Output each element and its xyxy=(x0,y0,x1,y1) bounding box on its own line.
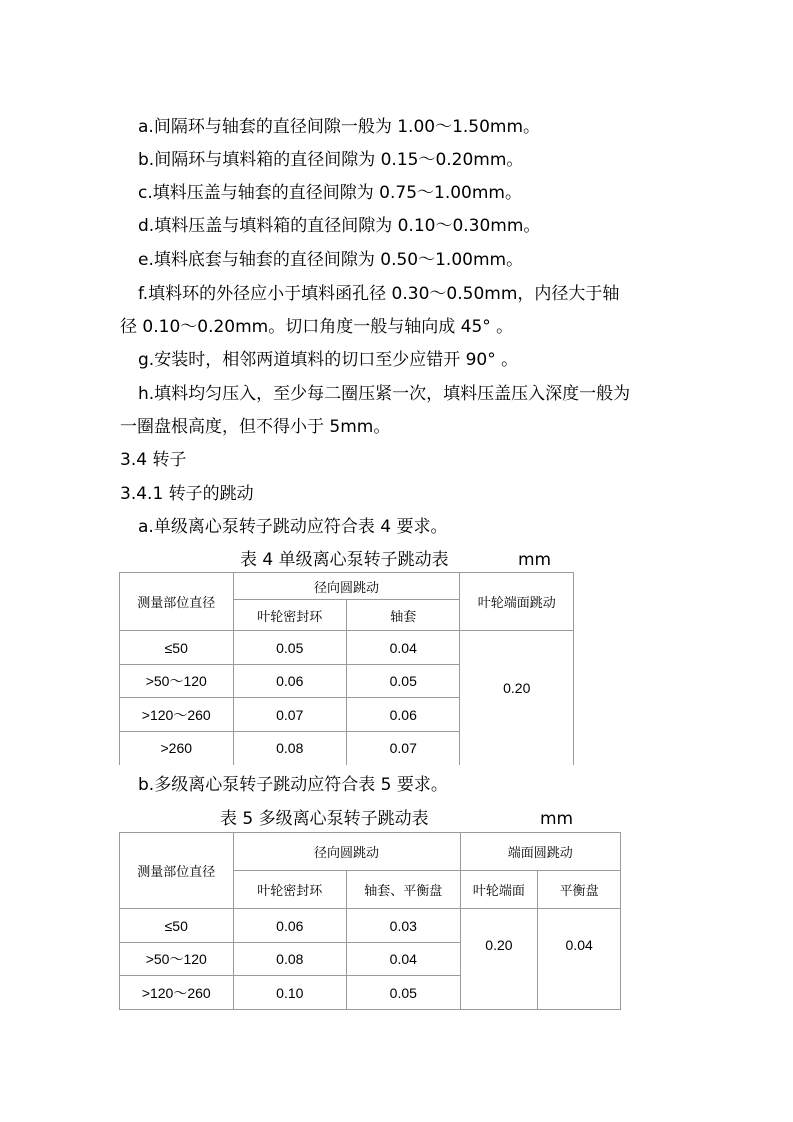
table5-sleeve-cell: 0.04 xyxy=(347,943,461,976)
table4-header-seal: 叶轮密封环 xyxy=(233,600,346,631)
clearance-item-h-line1: h.填料均匀压入，至少每二圈压紧一次，填料压盖压入深度一般为 xyxy=(138,384,631,404)
table5-sleeve-cell: 0.05 xyxy=(347,976,461,1010)
table4-caption: 表 4 单级离心泵转子跳动表 xyxy=(240,550,449,570)
table4-face-value: 0.20 xyxy=(460,631,574,765)
table5-diameter-cell: ≤50 xyxy=(120,909,234,943)
subsection-heading: 3.4.1 转子的跳动 xyxy=(120,484,254,504)
table4-header-face: 叶轮端面跳动 xyxy=(460,573,574,631)
table4-sleeve-cell: 0.07 xyxy=(347,732,460,765)
table5-header-diameter: 测量部位直径 xyxy=(120,833,234,909)
table5-impeller-face-value: 0.20 xyxy=(460,909,538,1010)
table4-seal-cell: 0.06 xyxy=(233,665,346,698)
table4-diameter-cell: >120～260 xyxy=(120,698,234,732)
clearance-item-d: d.填料压盖与填料箱的直径间隙为 0.10～0.30mm。 xyxy=(138,216,541,236)
table4-seal-cell: 0.07 xyxy=(233,698,346,732)
section-heading: 3.4 转子 xyxy=(120,450,187,470)
table5-header-impeller-face: 叶轮端面 xyxy=(460,871,538,909)
clearance-item-g: g.安装时，相邻两道填料的切口至少应错开 90° 。 xyxy=(138,350,519,370)
table5-header-seal: 叶轮密封环 xyxy=(233,871,347,909)
clearance-item-e: e.填料底套与轴套的直径间隙为 0.50～1.00mm。 xyxy=(138,250,524,270)
clearance-item-a: a.间隔环与轴套的直径间隙一般为 1.00～1.50mm。 xyxy=(138,117,541,137)
table5-unit: mm xyxy=(540,809,574,829)
table4-header-radial: 径向圆跳动 xyxy=(233,573,460,600)
clearance-item-b: b.间隔环与填料箱的直径间隙为 0.15～0.20mm。 xyxy=(138,150,524,170)
table-row xyxy=(120,631,574,665)
table4-sleeve-cell: 0.05 xyxy=(347,665,460,698)
table4-unit: mm xyxy=(518,550,552,570)
table4-diameter-cell: ≤50 xyxy=(120,631,234,665)
table5-caption: 表 5 多级离心泵转子跳动表 xyxy=(220,809,429,829)
table5-seal-cell: 0.06 xyxy=(233,909,347,943)
table4-diameter-cell: >260 xyxy=(120,732,234,765)
table4-seal-cell: 0.05 xyxy=(233,631,346,665)
table5-seal-cell: 0.10 xyxy=(233,976,347,1010)
table5-diameter-cell: >50～120 xyxy=(120,943,234,976)
table-row xyxy=(120,909,621,943)
table5-balance-value: 0.04 xyxy=(538,909,621,1010)
table5-sleeve-cell: 0.03 xyxy=(347,909,461,943)
table4-header-sleeve: 轴套 xyxy=(347,600,460,631)
clearance-item-h-line2: 一圈盘根高度，但不得小于 5mm。 xyxy=(120,417,391,437)
table5-diameter-cell: >120～260 xyxy=(120,976,234,1010)
table4-intro: a.单级离心泵转子跳动应符合表 4 要求。 xyxy=(138,517,448,537)
table5-intro: b.多级离心泵转子跳动应符合表 5 要求。 xyxy=(138,775,448,795)
table5-header-radial: 径向圆跳动 xyxy=(233,833,460,871)
clearance-item-c: c.填料压盖与轴套的直径间隙为 0.75～1.00mm。 xyxy=(138,183,522,203)
table5-header-sleeve: 轴套、平衡盘 xyxy=(347,871,461,909)
table4-seal-cell: 0.08 xyxy=(233,732,346,765)
table4 xyxy=(119,572,574,765)
clearance-item-f-line2: 径 0.10～0.20mm。切口角度一般与轴向成 45° 。 xyxy=(120,317,514,337)
table4-header-diameter: 测量部位直径 xyxy=(120,573,234,631)
table4-sleeve-cell: 0.06 xyxy=(347,698,460,732)
table5-header-balance: 平衡盘 xyxy=(538,871,621,909)
table5 xyxy=(119,832,621,1010)
table4-diameter-cell: >50～120 xyxy=(120,665,234,698)
clearance-item-f-line1: f.填料环的外径应小于填料函孔径 0.30～0.50mm，内径大于轴 xyxy=(138,284,620,304)
table5-seal-cell: 0.08 xyxy=(233,943,347,976)
table5-header-endface: 端面圆跳动 xyxy=(460,833,620,871)
table4-sleeve-cell: 0.04 xyxy=(347,631,460,665)
